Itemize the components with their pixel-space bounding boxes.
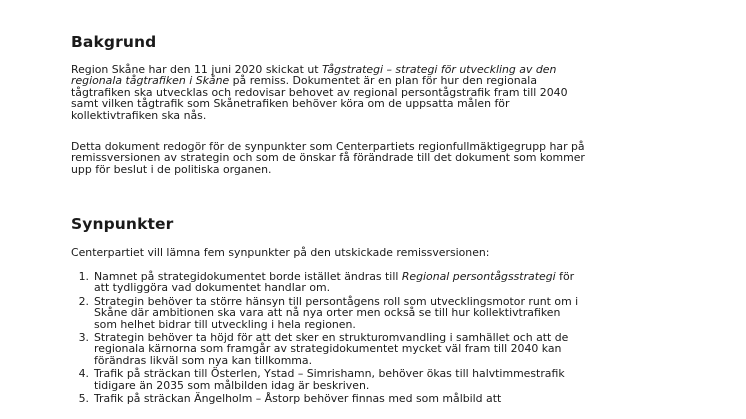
list-text: Strategin behöver ta större hänsyn till persontågens roll som utvecklingsmotor runt om i Skåne där ambitionen ska vara att nå nya orter men också se till hur kollektivtrafiken som helhet bidrar till utveckling i hela regionen. (94, 294, 579, 331)
strategy-title: Tågstrategi – strategi för utveckling av den regionala tågtrafiken i Skåne (71, 63, 557, 88)
paragraph-synpunkter-intro: Centerpartiet vill lämna fem synpunkter på den utskickade remissversionen: (71, 246, 490, 259)
heading-synpunkter: Synpunkter (71, 215, 174, 233)
list-item (78, 270, 584, 295)
list-number: 1. (78, 270, 89, 283)
paragraph-text: på remiss. Dokumentet är en plan för hur den regionala tågtrafiken ska utvecklas och redovisar behovet av regional persontågstrafik fram till 2040 samt vilken tågtrafik som Skånetrafiken behöver köra om de uppsatta målen för kollektivtrafiken ska nås. (71, 74, 568, 122)
heading-bakgrund: Bakgrund (71, 33, 157, 51)
list-number: 3. (78, 331, 89, 345)
list-text: Strategin behöver ta höjd för att det sker en strukturomvandling i samhället och att de regionala kärnorna som framgår av strategidokumentet mycket väl fram till 2040 kan förändras likväl som nya kan tillkomma. (94, 331, 569, 367)
list-text: Namnet på strategidokumentet borde istället ändras till (94, 270, 402, 283)
list-emphasis: Regional persontågsstrategi (401, 270, 556, 283)
list-item (78, 367, 584, 392)
paragraph-bakgrund-2: Detta dokument redogör för de synpunkter som Centerpartiets regionfullmäktigegrupp har på remissversionen av strategin och som de önskar få förändrade till det dokument som kommer upp för beslut i de politiska organen. (71, 140, 585, 176)
list-number: 4. (78, 367, 89, 381)
list-item (78, 294, 584, 331)
list-text: för att tydliggöra vad dokumentet handlar om. (94, 270, 575, 295)
list-text: Trafik på sträckan till Österlen, Ystad – Simrishamn, behöver ökas till halvtimmestrafik tidigare än 2035 som målbilden idag är beskriven. (94, 367, 565, 392)
list-text: Trafik på sträckan Ängelholm – Åstorp behöver finnas med som målbild att (94, 392, 502, 406)
paragraph-bakgrund-1 (71, 64, 571, 121)
synpunkter-list (71, 271, 584, 406)
list-number: 5. (78, 392, 89, 406)
list-item (78, 392, 584, 406)
list-number: 2. (78, 294, 89, 308)
paragraph-text: Region Skåne har den 11 juni 2020 skickat ut (71, 63, 322, 76)
list-item (78, 331, 584, 367)
